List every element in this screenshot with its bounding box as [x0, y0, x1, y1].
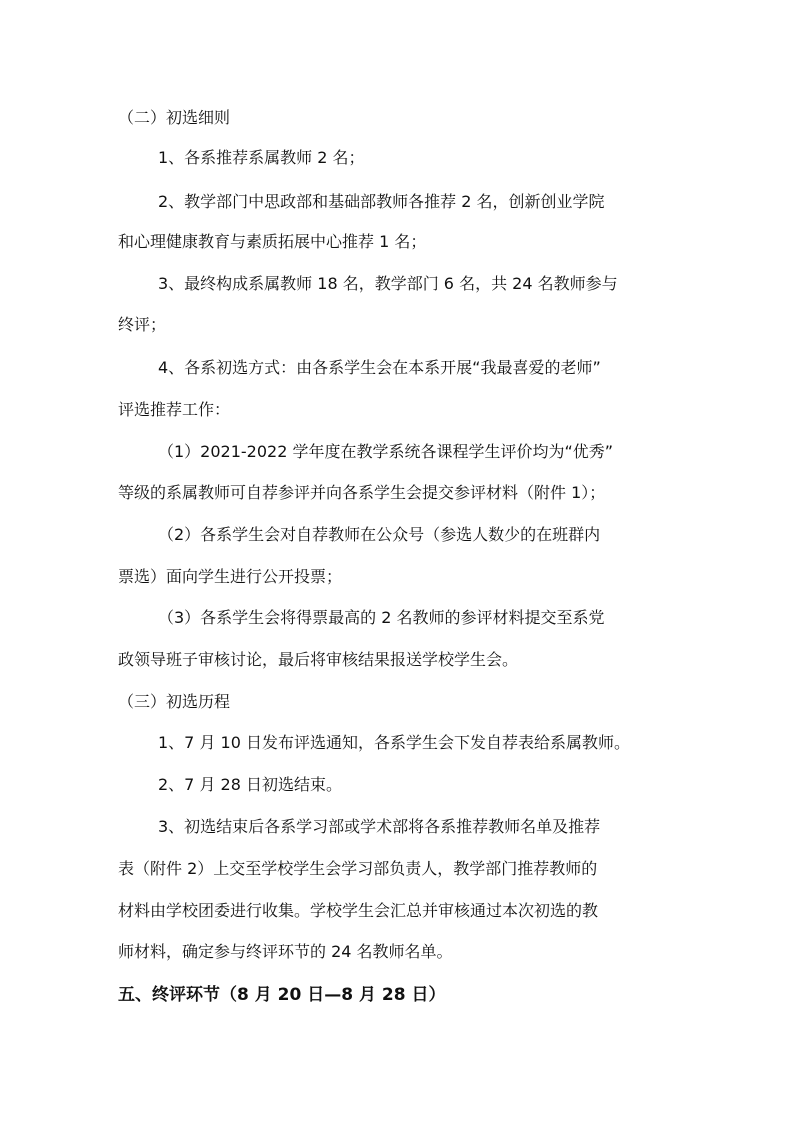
paragraph-line: 2、教学部门中思政部和基础部教师各推荐 2 名，创新创业学院 [158, 192, 605, 211]
paragraph-line: 1、各系推荐系属教师 2 名； [158, 148, 365, 167]
paragraph-line: （3）各系学生会将得票最高的 2 名教师的参评材料提交至系党 [158, 608, 605, 627]
paragraph-line: 3、初选结束后各系学习部或学术部将各系推荐教师名单及推荐 [158, 817, 601, 836]
paragraph-line: 2、7 月 28 日初选结束。 [158, 775, 342, 794]
paragraph-line: 表（附件 2）上交至学校学生会学习部负责人，教学部门推荐教师的 [118, 859, 598, 878]
subsection-heading: （三）初选历程 [118, 692, 231, 711]
paragraph-line: 1、7 月 10 日发布评选通知，各系学生会下发自荐表给系属教师。 [158, 733, 630, 752]
paragraph-line: （1）2021-2022 学年度在教学系统各课程学生评价均为“优秀” [158, 442, 614, 461]
paragraph-line: 4、各系初选方式：由各系学生会在本系开展“我最喜爱的老师” [158, 358, 601, 377]
paragraph-line: 师材料，确定参与终评环节的 24 名教师名单。 [118, 942, 453, 961]
subsection-heading: （二）初选细则 [118, 108, 231, 127]
paragraph-line: （2）各系学生会对自荐教师在公众号（参选人数少的在班群内 [158, 525, 601, 544]
paragraph-line: 等级的系属教师可自荐参评并向各系学生会提交参评材料（附件 1）； [118, 483, 606, 502]
paragraph-line: 材料由学校团委进行收集。学校学生会汇总并审核通过本次初选的教 [118, 901, 599, 920]
section-heading: 五、终评环节（8 月 20 日—8 月 28 日） [118, 985, 446, 1005]
paragraph-line: 和心理健康教育与素质拓展中心推荐 1 名； [118, 232, 427, 251]
paragraph-line: 政领导班子审核讨论，最后将审核结果报送学校学生会。 [118, 650, 519, 669]
paragraph-line: 评选推荐工作： [118, 400, 231, 419]
paragraph-line: 终评； [118, 315, 167, 334]
paragraph-line: 3、最终构成系属教师 18 名，教学部门 6 名，共 24 名教师参与 [158, 274, 618, 293]
paragraph-line: 票选）面向学生进行公开投票； [118, 567, 343, 586]
